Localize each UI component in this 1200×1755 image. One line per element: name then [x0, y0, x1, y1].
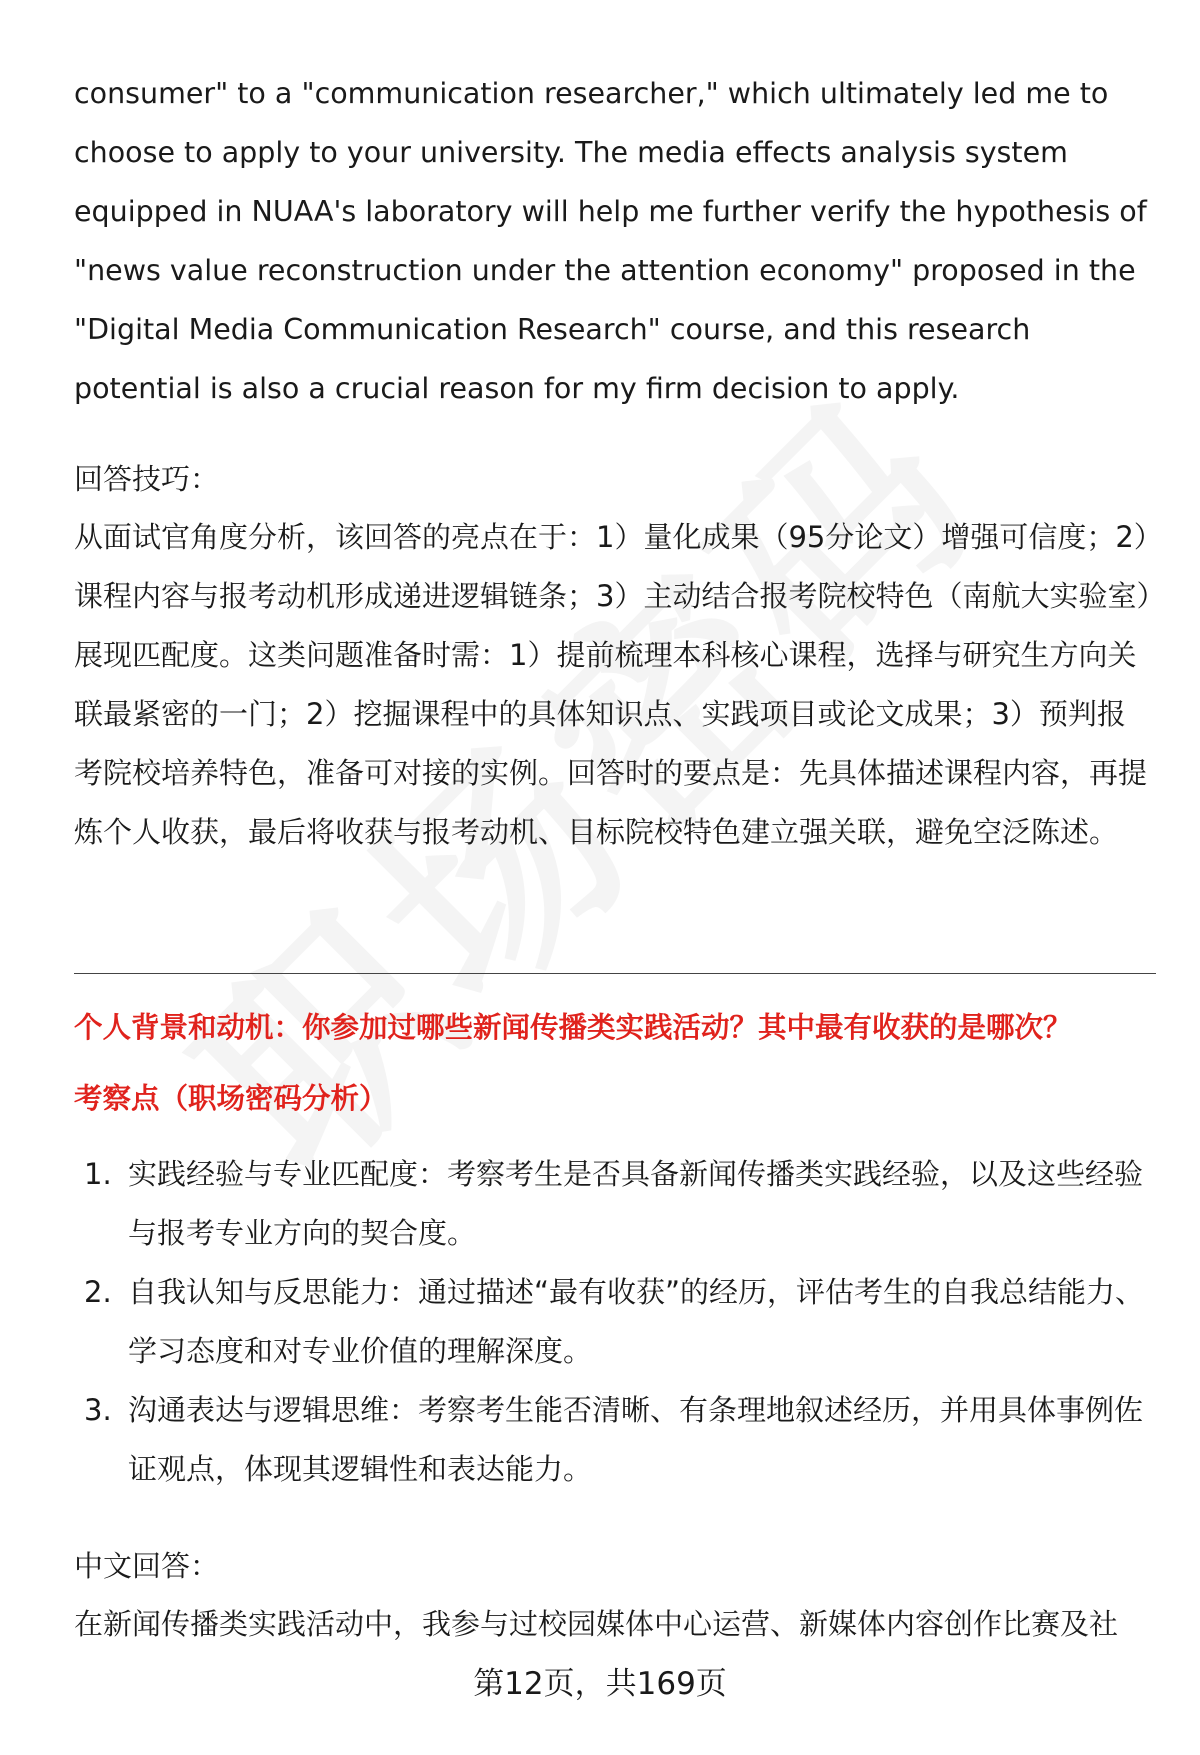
list-item-text: 沟通表达与逻辑思维：考察考生能否清晰、有条理地叙述经历，并用具体事例佐证观点，体现其逻辑性和表达能力。	[128, 1393, 1144, 1486]
question-subtitle: 考察点（职场密码分析）	[74, 1082, 388, 1115]
list-item	[74, 1381, 1156, 1499]
tips-body: 从面试官角度分析，该回答的亮点在于：1）量化成果（95分论文）增强可信度；2）课程内容与报考动机形成递进逻辑链条；3）主动结合报考院校特色（南航大实验室）展现匹配度。这类问题准备时需：1）提前梳理本科核心课程，选择与研究生方向关联最紧密的一门；2）挖掘课程中的具体知识点、实践项目或论文成果；3）预判报考院校培养特色，准备可对接的实例。回答时的要点是：先具体描述课程内容，再提炼个人收获，最后将收获与报考动机、目标院校特色建立强关联，避免空泛陈述。	[74, 520, 1151, 849]
tips-section	[74, 458, 1154, 862]
tips-label: 回答技巧：	[74, 462, 220, 496]
list-item-number: 1.	[84, 1157, 112, 1191]
page-number-footer: 第12页，共169页	[473, 1666, 727, 1702]
answer-label: 中文回答：	[74, 1549, 220, 1583]
list-item-text: 实践经验与专业匹配度：考察考生是否具备新闻传播类实践经验，以及这些经验与报考专业方向的契合度。	[128, 1157, 1144, 1250]
list-item-text: 自我认知与反思能力：通过描述“最有收获”的经历，评估考生的自我总结能力、学习态度和对专业价值的理解深度。	[128, 1275, 1145, 1368]
english-paragraph: consumer" to a "communication researcher," which ultimately led me to choose to apply to your university. The media effects analysis system equipped in NUAA's laboratory will help me further verify the hypothesis of "news value reconstruction under the attention economy" proposed in the "Digital Media Communication Research" course, and this research potential is also a crucial reason for my firm decision to apply.	[74, 77, 1147, 405]
content-top	[74, 64, 1154, 418]
answer-body: 在新闻传播类实践活动中，我参与过校园媒体中心运营、新媒体内容创作比赛及社	[74, 1607, 1119, 1641]
answer-section	[74, 1545, 1154, 1654]
list-item	[74, 1263, 1156, 1381]
list-item-number: 2.	[84, 1275, 112, 1309]
section-divider	[74, 973, 1156, 974]
list-item-number: 3.	[84, 1393, 112, 1427]
question-title: 个人背景和动机：你参加过哪些新闻传播类实践活动？其中最有收获的是哪次？	[74, 1011, 1072, 1044]
list-item	[74, 1145, 1156, 1263]
analysis-points-list	[74, 1145, 1156, 1499]
